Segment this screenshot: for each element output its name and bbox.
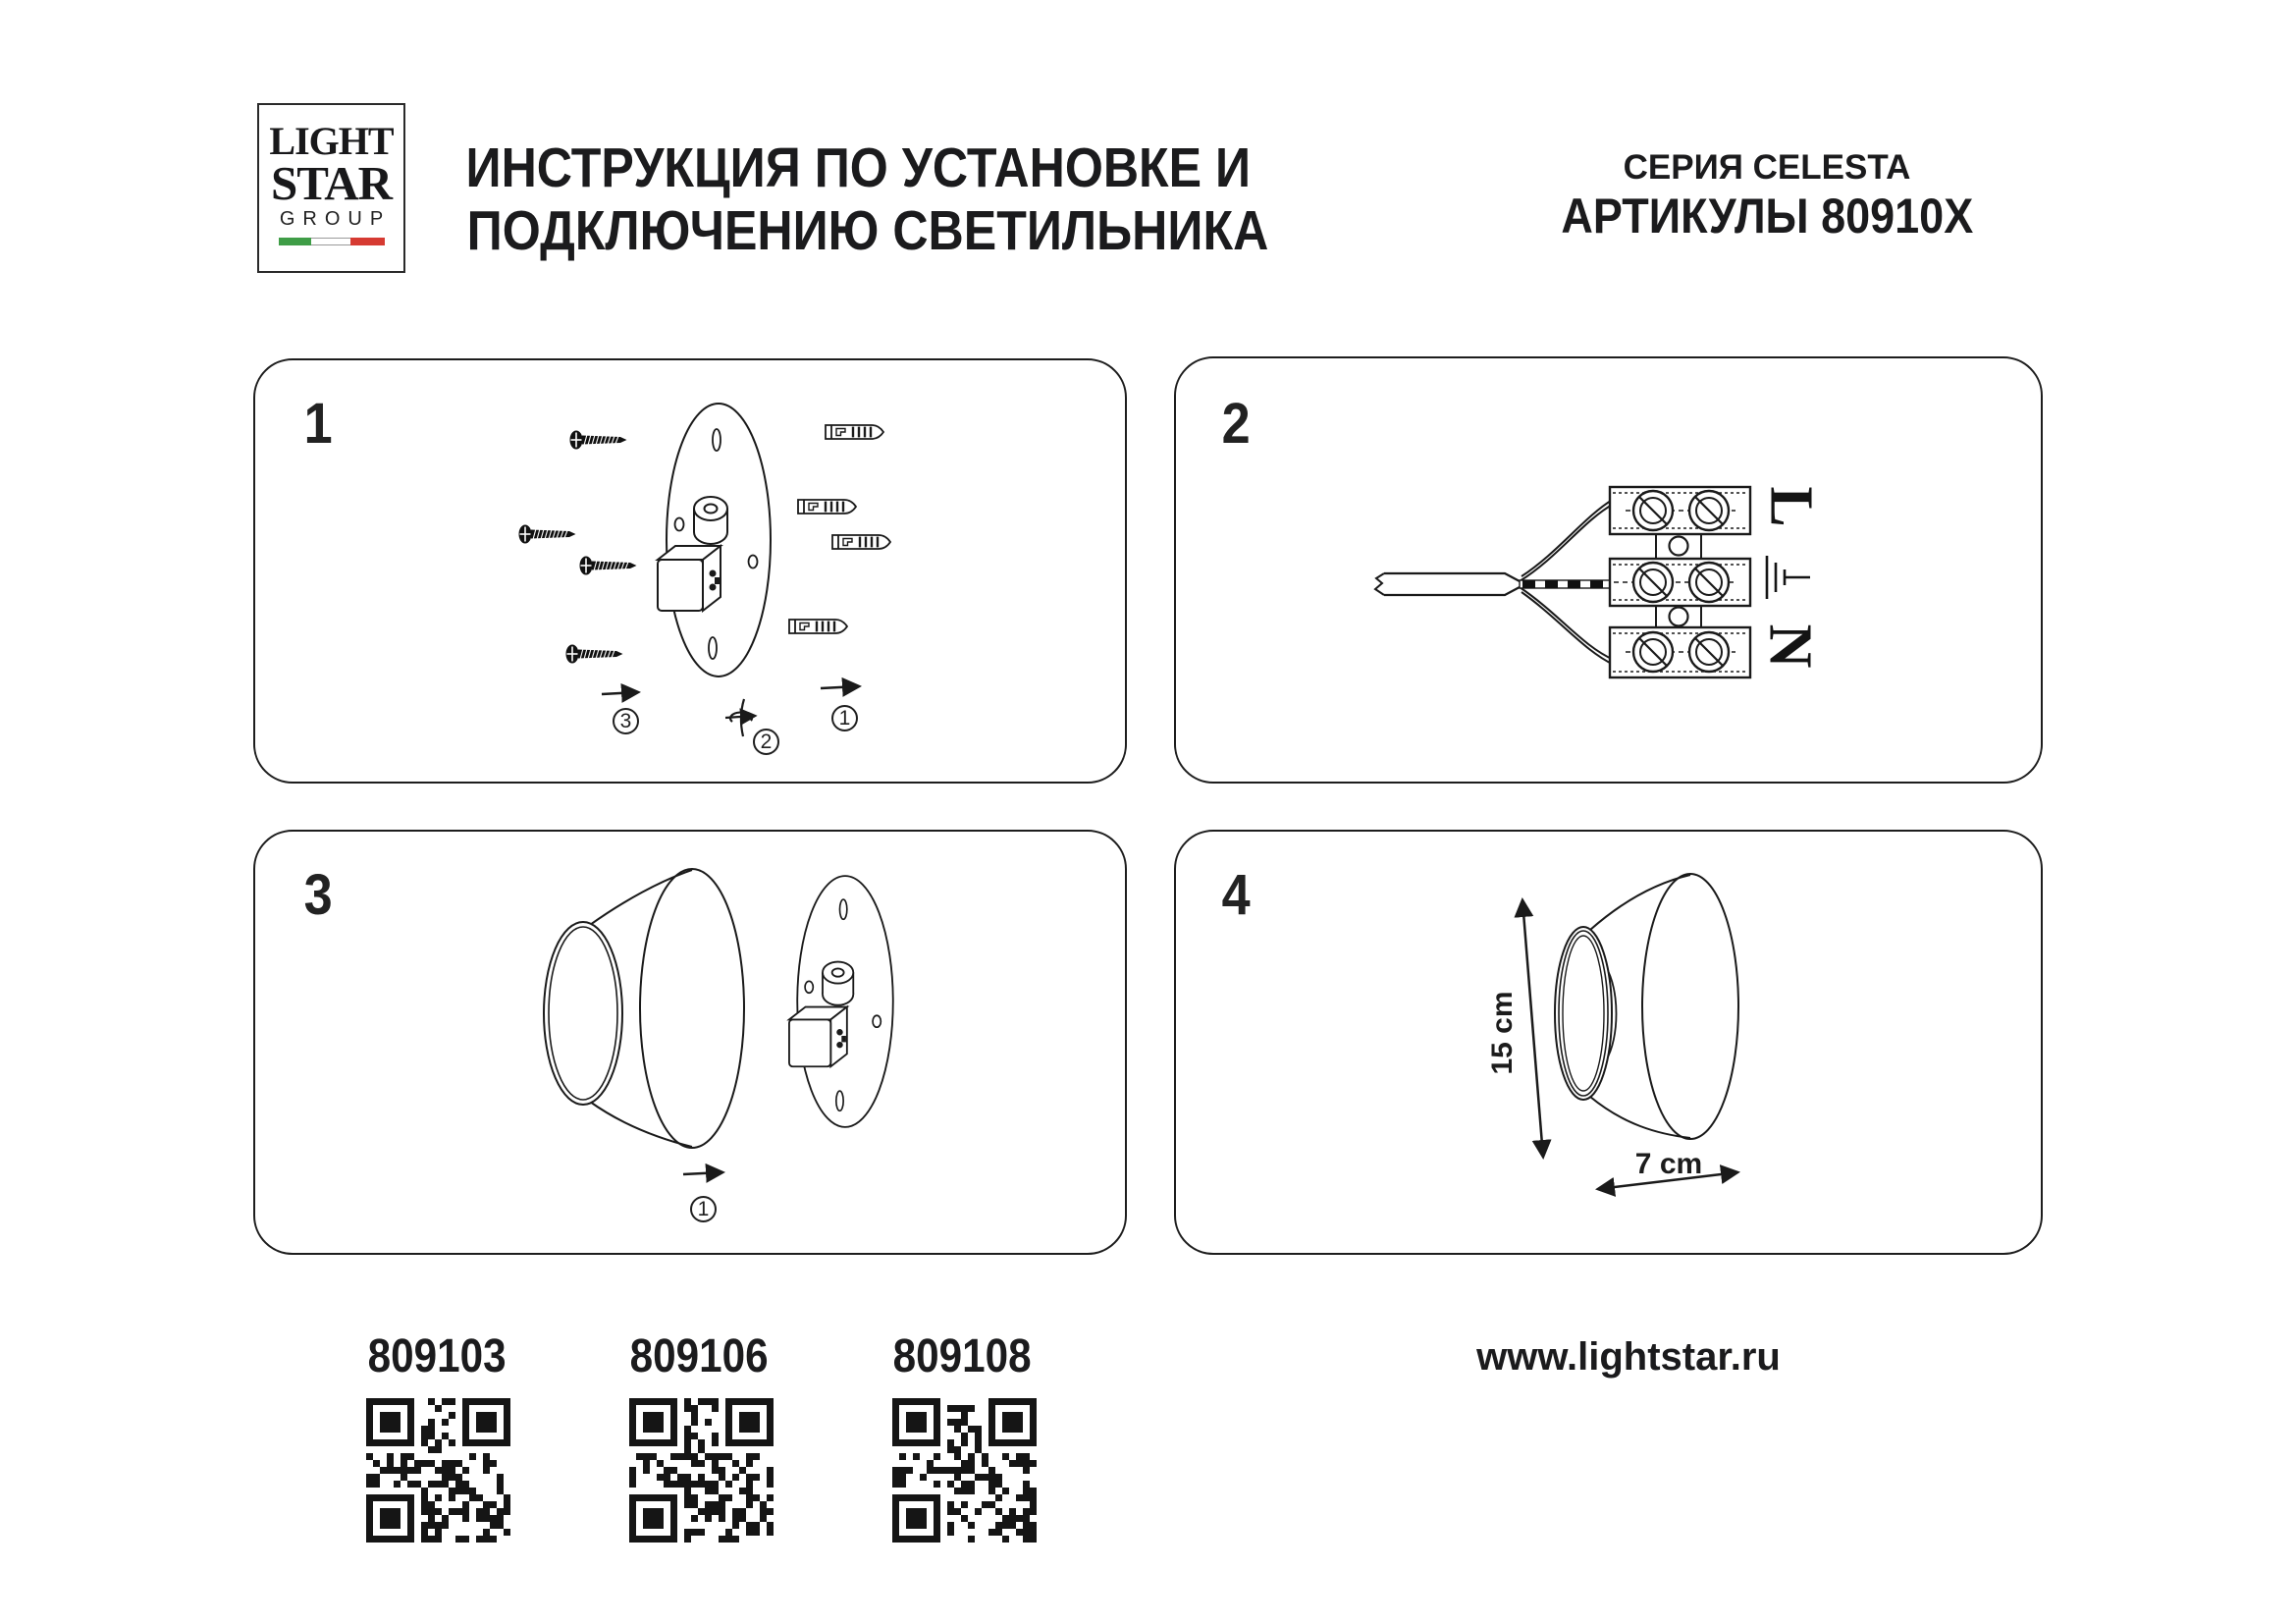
step-marker-1: 1 [831,705,858,731]
panel-1-drawing [253,358,1127,784]
wall-anchor-icon [826,425,883,439]
logo-text-group: GROUP [279,208,392,230]
logo-text-light: LIGHT [269,119,394,163]
screw-icon [570,431,627,450]
flag-red-segment [350,238,385,245]
height-dimension-arrow [1522,900,1543,1157]
mounting-plate-drawing [789,876,893,1127]
panel-4-number: 4 [1221,863,1251,927]
qr-code [629,1398,774,1543]
panel-3-drawing [253,830,1127,1255]
panel-3-number: 3 [303,863,333,927]
page-title [412,136,1286,262]
panel-4-drawing [1174,830,2043,1255]
wires-drawing [1520,499,1614,665]
screw-icon [519,525,576,544]
mounting-plate-drawing [658,404,771,677]
qr-code [366,1398,510,1543]
terminal-block-drawing [1610,487,1750,677]
step1-arrow-icon [821,686,859,688]
step-marker-1: 1 [690,1196,717,1222]
wall-anchor-icon [798,500,856,514]
panel-2-drawing [1174,356,2043,784]
step-marker-2: 2 [753,729,779,755]
rotate-arrow-icon [725,699,755,736]
flag-green-segment [279,238,311,245]
step3-arrow-icon [602,692,638,694]
italian-flag-stripe [279,238,385,245]
page-title-line2: ПОДКЛЮЧЕНИЮ СВЕТИЛЬНИКА [466,199,1269,262]
width-dimension-label: 7 cm [1634,1148,1703,1180]
panel-1-number: 1 [303,392,333,456]
step1-arrow-icon [683,1172,722,1174]
article-number-2: 809106 [629,1330,769,1382]
lamp-body-drawing [544,869,744,1148]
panel-2-number: 2 [1221,392,1251,456]
screw-icon [566,645,623,664]
terminal-label-line: L [1757,486,1825,527]
screw-icon [580,557,637,575]
page-title-line1: ИНСТРУКЦИЯ ПО УСТАНОВКЕ И [465,136,1252,199]
height-dimension-label: 15 cm [1486,991,1519,1075]
website-url: www.lightstar.ru [1476,1335,1781,1379]
logo-text-star: STAR [270,156,393,210]
wall-anchor-icon [832,535,890,549]
article-number-1: 809103 [367,1330,507,1382]
supply-cable-drawing [1375,573,1520,595]
terminal-label-neutral: N [1756,623,1824,669]
article-number-3: 809108 [892,1330,1032,1382]
wall-anchor-icon [789,620,847,633]
flag-white-segment [311,238,350,245]
lightstar-logo [257,103,405,273]
assembled-lamp-drawing [1555,874,1738,1139]
ground-symbol-icon [1767,556,1810,599]
articles-heading: АРТИКУЛЫ 80910X [1561,189,1973,244]
series-name: СЕРИЯ CELESTA [1623,148,1911,187]
series-block [1423,147,2110,244]
qr-code [892,1398,1037,1543]
step-marker-3: 3 [613,708,639,734]
